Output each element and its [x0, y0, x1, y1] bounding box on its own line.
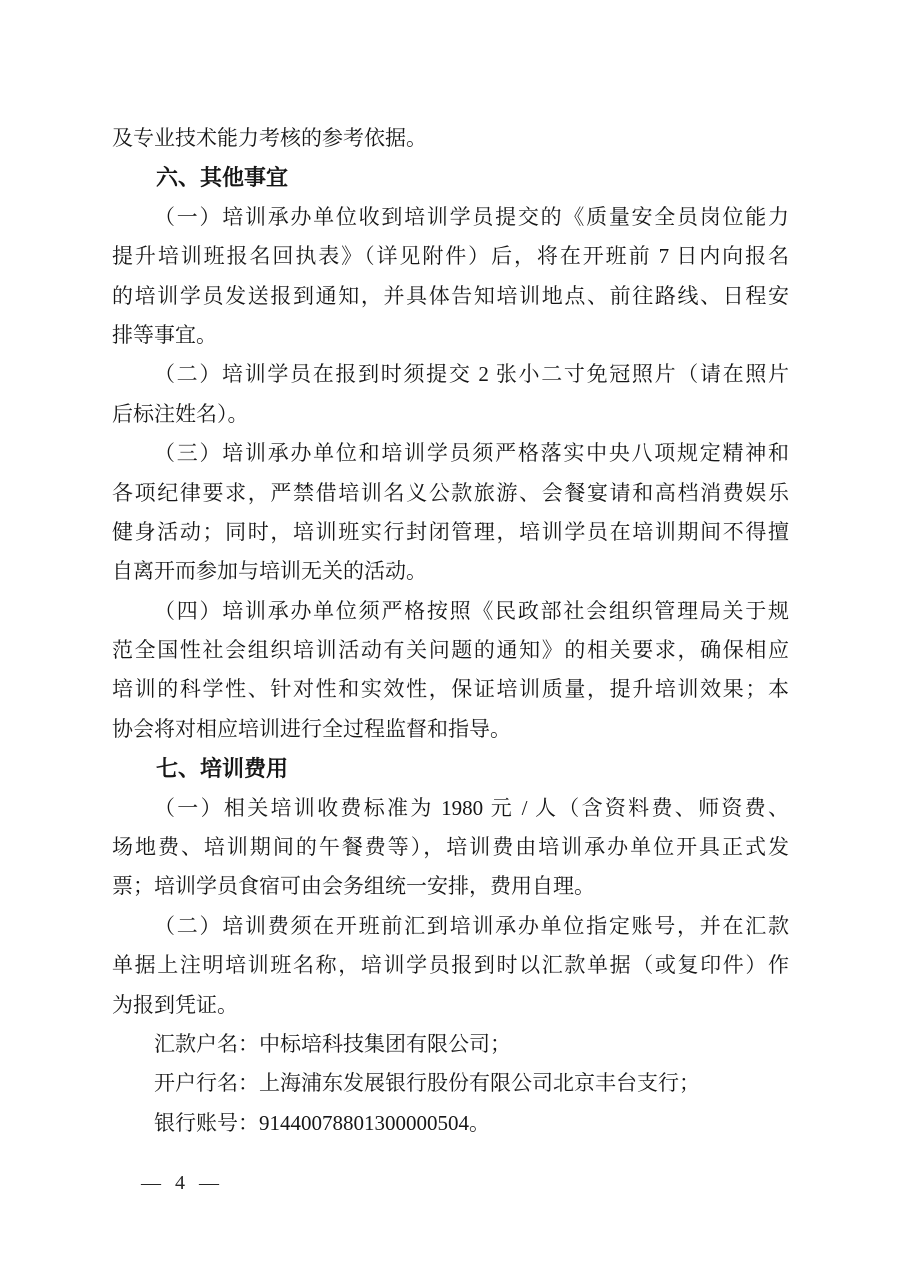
text-line: 培训的科学性、针对性和实效性，保证培训质量，提升培训效果；本 — [112, 677, 789, 702]
text-line: 为报到凭证。 — [112, 992, 238, 1017]
text-line: 排等事宜。 — [112, 322, 217, 347]
text-line: 场地费、培训期间的午餐费等），培训费由培训承办单位开具正式发 — [112, 835, 789, 860]
text-line: （四）培训承办单位须严格按照《民政部社会组织管理局关于规 — [154, 598, 789, 623]
page-number: — 4 — — [141, 1172, 219, 1194]
text-line: 开户行名：上海浦东发展银行股份有限公司北京丰台支行； — [154, 1071, 700, 1096]
section-heading: 六、其他事宜 — [156, 165, 289, 191]
text-line: 健身活动；同时，培训班实行封闭管理，培训学员在培训期间不得擅 — [112, 519, 789, 544]
document-lines — [112, 119, 789, 1143]
text-line: 范全国性社会组织培训活动有关问题的通知》的相关要求，确保相应 — [112, 638, 789, 663]
text-line: （一）相关培训收费标准为 1980 元 / 人（含资料费、师资费、 — [154, 795, 789, 820]
text-line: 及专业技术能力考核的参考依据。 — [112, 126, 427, 150]
text-line: （二）培训学员在报到时须提交 2 张小二寸免冠照片（请在照片 — [154, 362, 789, 387]
text-line: 银行账号：91440078801300000504。 — [154, 1110, 490, 1135]
section-heading: 七、培训费用 — [156, 756, 289, 782]
text-line: 协会将对相应培训进行全过程监督和指导。 — [112, 716, 511, 741]
text-line: 自离开而参加与培训无关的活动。 — [112, 559, 427, 584]
text-line: 票；培训学员食宿可由会务组统一安排，费用自理。 — [112, 874, 595, 899]
text-line: 提升培训班报名回执表》（详见附件）后，将在开班前 7 日内向报名 — [112, 244, 789, 269]
text-line: 的培训学员发送报到通知，并具体告知培训地点、前往路线、日程安 — [112, 283, 789, 308]
text-line: 各项纪律要求，严禁借培训名义公款旅游、会餐宴请和高档消费娱乐 — [112, 480, 789, 505]
text-line: （三）培训承办单位和培训学员须严格落实中央八项规定精神和 — [154, 441, 789, 466]
text-line: （一）培训承办单位收到培训学员提交的《质量安全员岗位能力 — [154, 204, 789, 229]
text-line: 单据上注明培训班名称，培训学员报到时以汇款单据（或复印件）作 — [112, 953, 789, 978]
text-line: （二）培训费须在开班前汇到培训承办单位指定账号，并在汇款 — [154, 913, 789, 938]
text-line: 后标注姓名）。 — [112, 401, 249, 426]
text-line: 汇款户名：中标培科技集团有限公司； — [154, 1031, 511, 1056]
